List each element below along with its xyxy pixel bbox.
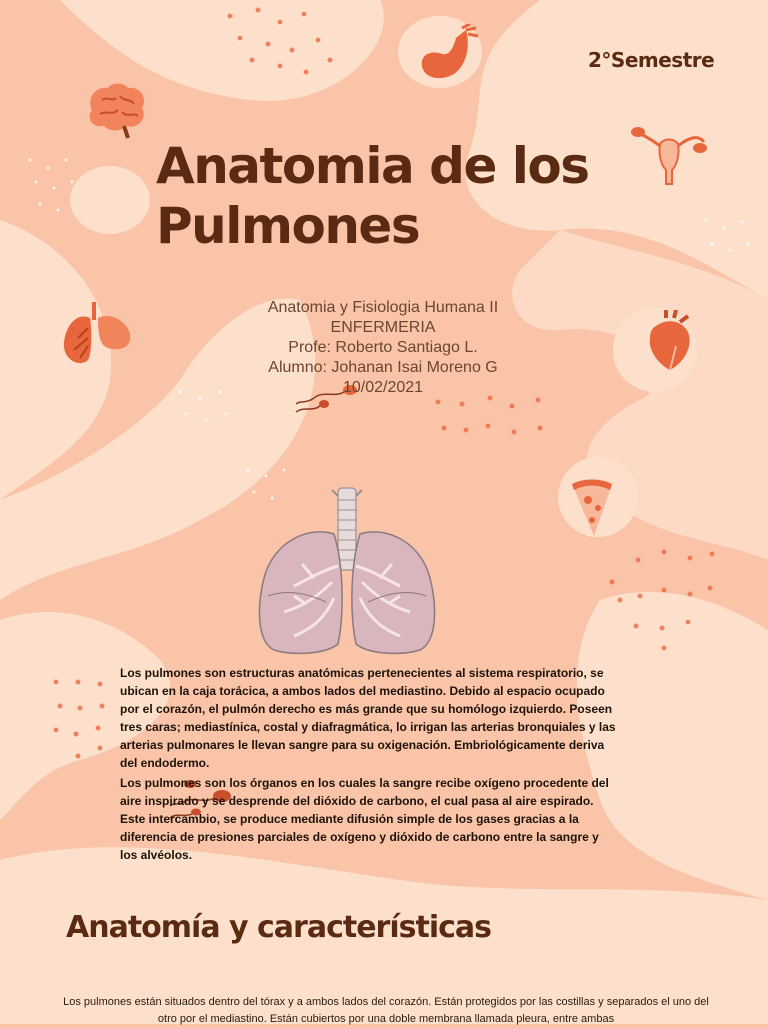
heart-icon	[646, 310, 694, 374]
section-body: Los pulmones están situados dentro del tórax y a ambos lados del corazón. Están protegidos por las costillas y separados el uno del otro por el mediastino. Están cubiertos por una doble membrana llamada pleura, entre ambas	[63, 996, 709, 1025]
course-name: Anatomia y Fisiologia Humana II	[267, 299, 499, 316]
section-title: Anatomía y características	[66, 910, 491, 945]
uterus-icon	[630, 120, 708, 190]
student-name: Alumno: Johanan Isai Moreno G	[268, 359, 498, 376]
intro-paragraph: Los pulmones son estructuras anatómicas pertenecientes al sistema respiratorio, se ubican en la caja torácica, a ambos lados del mediastino. Debido al espacio ocupado por el corazón, el pulmón derecho es más grande que su homólogo izquierdo. Poseen tres caras; mediastínica, costal y diafragmática, lo irrigan las arterias bronquiales y las arterias pulmonares le llevan sangre para su oxigenación. Embriológicamente deriva del endodermo.	[120, 666, 616, 770]
function-paragraph: Los pulmones son los órganos en los cuales la sangre recibe oxígeno procedente del aire inspirado y se desprende del dióxido de carbono, el cual pasa al aire espirado. Este intercambio, se produce mediante difusión simple de los gases gracias a la diferencia de presiones parciales de oxígeno y dióxido de carbono entre la sangre y los alvéolos.	[120, 776, 609, 862]
brain-icon	[82, 80, 152, 140]
professor-name: Profe: Roberto Santiago L.	[288, 339, 478, 356]
semester-label: 2°Semestre	[588, 48, 715, 72]
stomach-icon	[418, 24, 482, 84]
lungs-illustration	[254, 486, 440, 656]
lungs-icon	[58, 298, 134, 368]
course-info	[233, 298, 533, 398]
career-name: ENFERMERIA	[330, 319, 436, 336]
pizza-icon	[570, 476, 614, 540]
date: 10/02/2021	[342, 379, 424, 396]
page-title: Anatomia de los Pulmones	[156, 137, 589, 255]
